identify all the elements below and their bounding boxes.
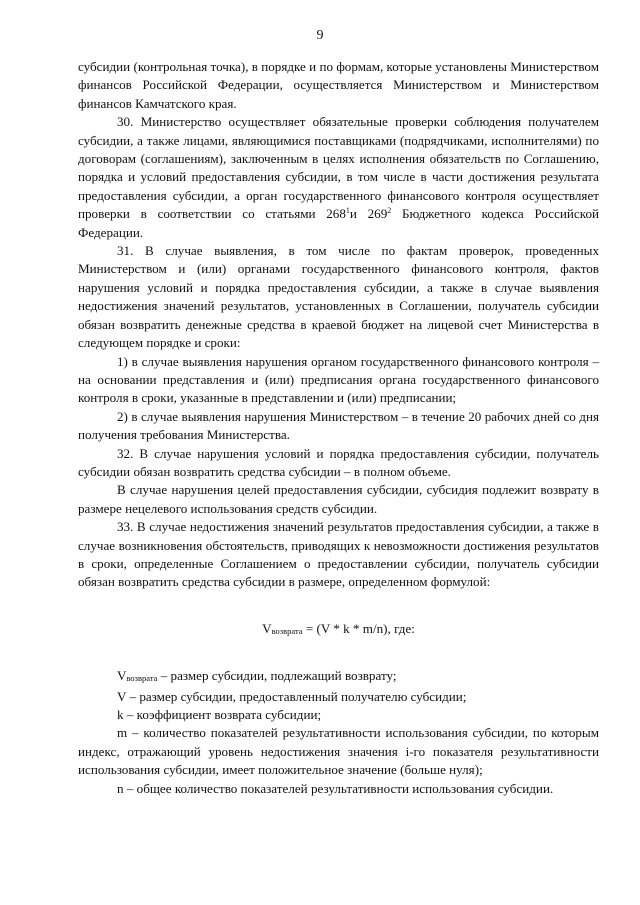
definition-m: m – количество показателей результативности использования субсидии, по которым индекс, отражающий уровень недостижения значения i-го показателя результативности использования субсидии, имеет положительное значение (больше нуля); [78,725,599,778]
paragraph-31-item-2: 2) в случае выявления нарушения Министерством – в течение 20 рабочих дней со дня получения требования Министерства. [78,408,599,443]
paragraph-30 [78,113,599,242]
paragraph-32: 32. В случае нарушения условий и порядка предоставления субсидии, получатель субсидии обязан возвратить средства субсидии – в полном объеме. [78,445,599,479]
paragraph-33: 33. В случае недостижения значений результатов предоставления субсидии, а также в случае возникновения обстоятельств, приводящих к невозможности достижения результатов в сроки, определенные Соглашением о предоставлении субсидии, получатель субсидии обязан возвратить средства субсидии в размере, определенном формулой: [78,519,599,590]
paragraph-30-end: Бюджетного кодекса Российской Федерации. [78,206,599,240]
return-formula [78,620,599,640]
formula-subscript: возврата [271,625,303,636]
formula-v: V [262,620,272,636]
definition-v-return-text: – размер субсидии, подлежащий возврату; [157,668,397,684]
definition-n: n – общее количество показателей результативности использования субсидии. [117,780,554,796]
paragraph-31-item-1: 1) в случае выявления нарушения органом государственного финансового контроля – на основании представления и (или) предписания органа государственного финансового контроля в сроки, указанные в представлении и (или) предписании; [78,353,599,406]
formula-expression: = (V * k * m/n), где: [302,620,415,636]
paragraph-30-mid: и 269 [349,206,388,222]
paragraph-32-continued: В случае нарушения целей предоставления субсидии, субсидия подлежит возврату в размере нецелевого использования средств субсидии. [78,482,599,516]
article-268-superscript: 1 [345,206,350,216]
definition-v-return [78,667,599,687]
definition-k: k – коэффициент возврата субсидии; [117,707,322,722]
page-number: 9 [316,28,324,43]
definition-v-return-symbol: V [117,668,127,684]
definition-v: V – размер субсидии, предоставленный получателю субсидии; [117,688,467,704]
article-269-superscript: 2 [387,206,392,216]
paragraph-31: 31. В случае выявления, в том числе по фактам проверок, проведенных Министерством и (или) органами государственного финансового контроля, фактов нарушения условий и порядка предоставления субсидии, а также в случае выявления недостижения значений результатов, установленных в Соглашении, получатель субсидии обязан возвратить денежные средства в краевой бюджет на лицевой счет Министерства в следующем порядке и сроки: [78,243,599,351]
definition-v-return-subscript: возврата [126,673,158,684]
document-body [78,58,599,798]
paragraph-30-text: 30. Министерство осуществляет обязательные проверки соблюдения получателем субсидии, а также лицами, являющимися поставщиками (подрядчиками, исполнителями) по договорам (соглашениям), заключенным в целях исполнения обязательств по Соглашению, порядка и условий предоставления субсидии, в том числе в части достижения результата предоставления субсидии, а орган государственного финансового контроля осуществляет проверки в соответствии со статьями 268 [78,114,599,222]
paragraph-continuation: субсидии (контрольная точка), в порядке и по формам, которые установлены Министерством финансов Российской Федерации, осуществляется Министерством и Министерством финансов Камчатского края. [78,59,599,111]
